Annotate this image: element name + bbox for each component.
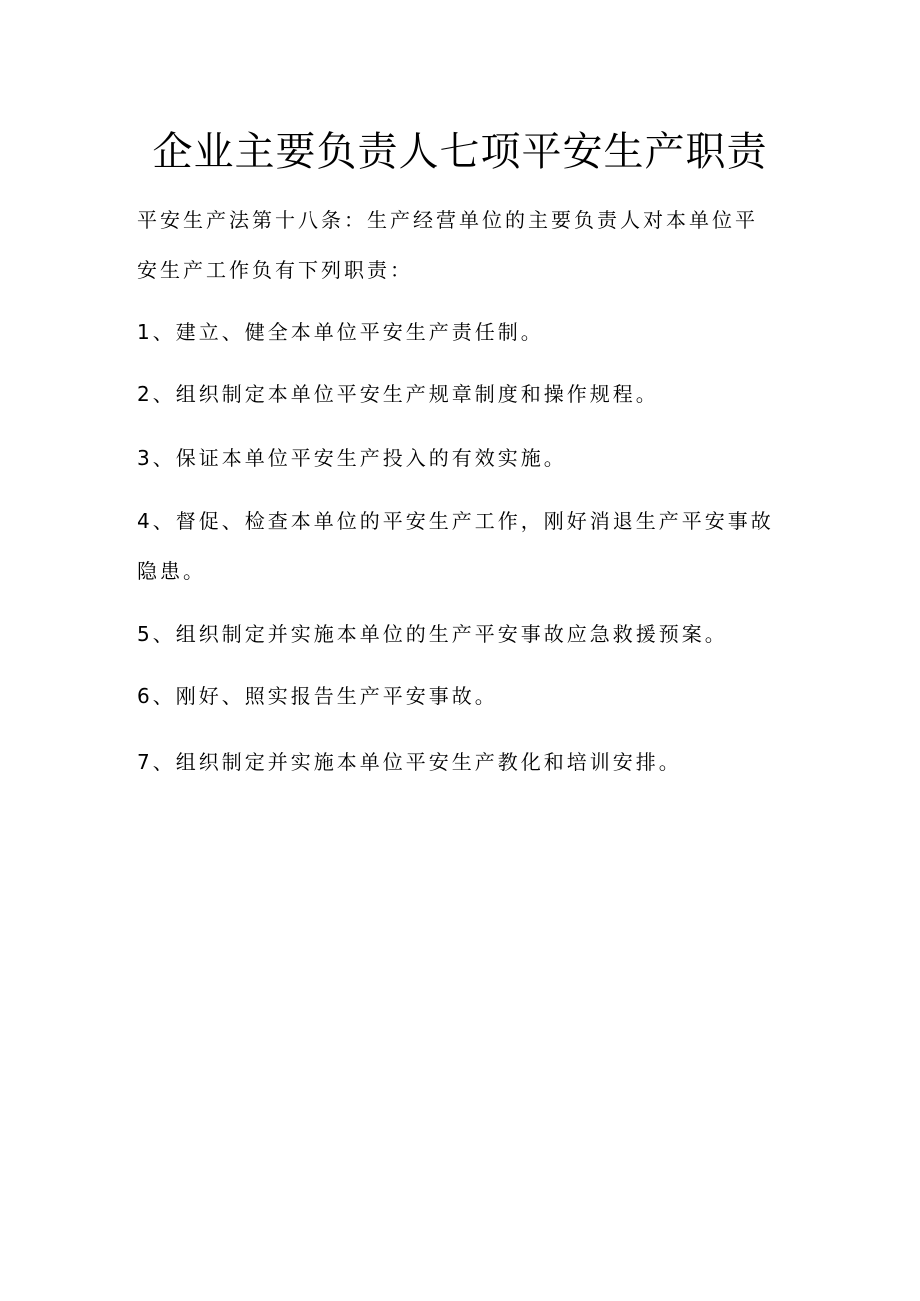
duty-item-2: 2、组织制定本单位平安生产规章制度和操作规程。 [137, 382, 659, 406]
duty-item-6: 6、刚好、照实报告生产平安事故。 [137, 684, 498, 708]
duty-item-3: 3、保证本单位平安生产投入的有效实施。 [137, 446, 567, 470]
duty-item-5: 5、组织制定并实施本单位的生产平安事故应急救援预案。 [137, 622, 728, 646]
intro-paragraph-line-2: 安生产工作负有下列职责： [137, 258, 413, 282]
duty-item-4-continuation: 隐患。 [137, 559, 206, 583]
duty-item-4: 4、督促、检查本单位的平安生产工作，刚好消退生产平安事故 [137, 509, 774, 533]
duty-item-1: 1、建立、健全本单位平安生产责任制。 [137, 320, 544, 344]
page-title: 企业主要负责人七项平安生产职责 [152, 129, 768, 175]
duty-item-7: 7、组织制定并实施本单位平安生产教化和培训安排。 [137, 750, 682, 774]
intro-paragraph-line-1: 平安生产法第十八条：生产经营单位的主要负责人对本单位平 [137, 208, 758, 232]
